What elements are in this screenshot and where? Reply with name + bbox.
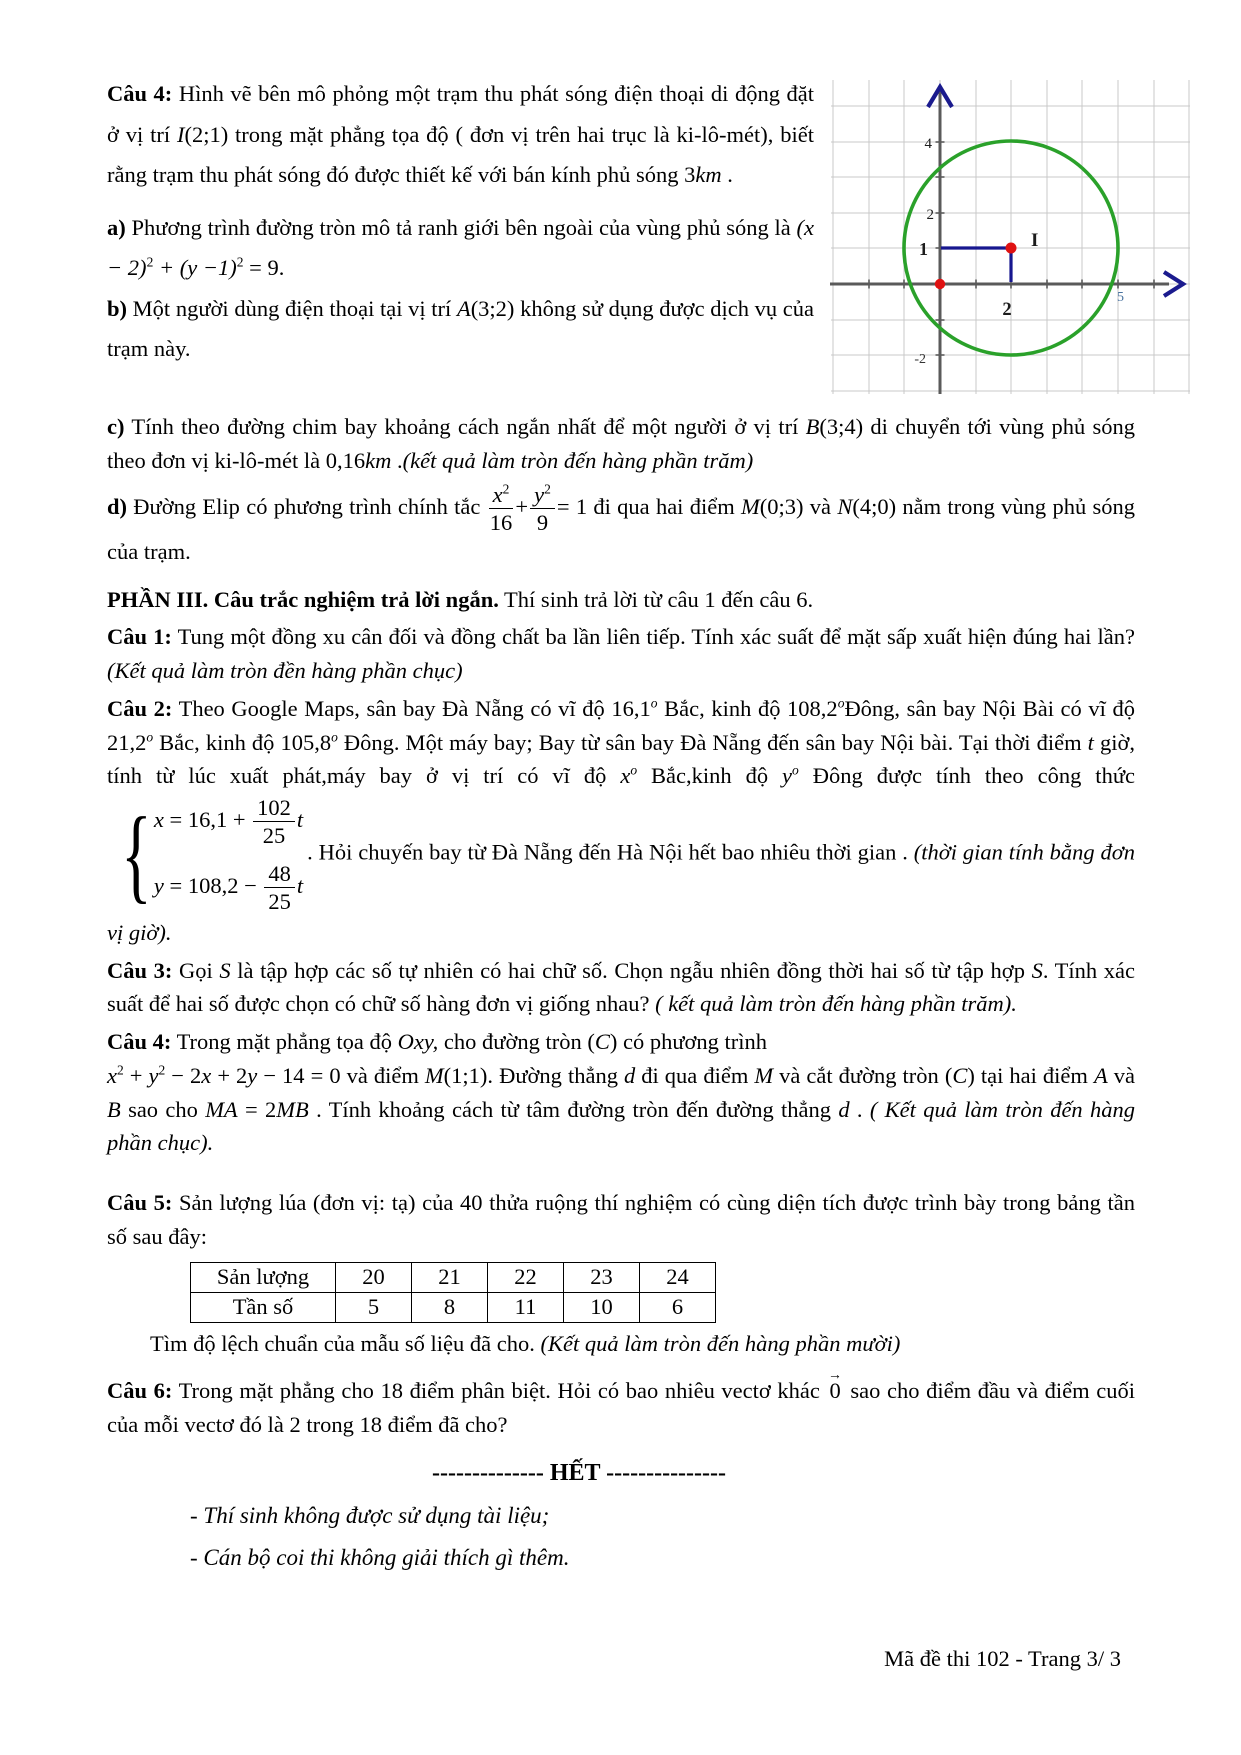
question-3: Câu 3: Gọi S là tập hợp các số tự nhiên có hai chữ số. Chọn ngẫu nhiên đồng thời hai số từ tập hợp S. Tính xác suất để hai số được chọn có chữ số hàng đơn vị giống nhau? ( kết quả làm tròn đến hàng phần trăm). bbox=[107, 957, 1136, 1017]
question-6: Câu 6: Trong mặt phẳng cho 18 điểm phân biệt. Hỏi có bao nhiêu vectơ khác → 0 sao cho điểm đầu và điểm cuối của mỗi vectơ đó là 2 trong 18 điểm đã cho? bbox=[107, 1367, 1135, 1438]
question-label: Câu 4: bbox=[107, 81, 173, 106]
exam-note-1: - Thí sinh không được sử dụng tài liệu; bbox=[190, 1502, 550, 1528]
equation-y: y = 108,2 − $\frac{48}{25}$ t bbox=[153, 860, 304, 914]
frequency-table bbox=[190, 1262, 716, 1323]
end-word: HẾT bbox=[549, 1459, 601, 1486]
vector-zero: → 0 bbox=[828, 1367, 843, 1404]
table-row-values: Sản lượng 20 21 22 23 24 bbox=[191, 1262, 716, 1292]
x-tick-2: 2 bbox=[1002, 300, 1012, 320]
x-tick-5: 5 bbox=[1117, 290, 1124, 305]
y-tick-1: 1 bbox=[919, 239, 928, 259]
coordinate-plane-figure bbox=[828, 80, 1190, 400]
part3-heading: PHẦN III. Câu trắc nghiệm trả lời ngắn. Thí sinh trả lời từ câu 1 đến câu 6. bbox=[107, 586, 814, 612]
equation-x: x = 16,1 + $\frac{102}{25}$ t bbox=[153, 795, 304, 849]
vector-arrow-icon: → bbox=[828, 1367, 843, 1383]
statement-b: b) Một người dùng điện thoại tại vị trí A(3;2) không sử dụng được dịch vụ của trạm này. bbox=[107, 295, 814, 361]
question-1: Câu 1: Tung một đồng xu cân đối và đồng chất ba lần liên tiếp. Tính xác suất để mặt sấp xuất hiện đúng hai lần? (Kết quả làm tròn đền hàng phần chục) bbox=[107, 624, 1135, 684]
y-tick-neg2: -2 bbox=[914, 352, 926, 367]
grid-lines bbox=[831, 80, 1190, 394]
question-2: Câu 2: Theo Google Maps, sân bay Đà Nẵng có vĩ độ 16,1$^o$ Bắc, kinh độ 108,2$^o$Đông, sân bay Nội Bài có vĩ độ 21,2$^o$ Bắc, kinh độ 105,8$^o$ Đông. Một máy bay; Bay từ sân bay Đà Nẵng đến sân bay Nội bài. Tại thời điểm t giờ, tính từ lúc xuất phát,máy bay ở vị trí có vĩ độ $x^o$ Bắc,kinh độ $y^o$ Đông được tính theo công thức { x = 16,1 + $\frac{102}{25}$ t y = 108,2 − $\frac{48}{25}$ t . Hỏi chuyến bay từ Đà Nẵng đến Hà Nội hết bao nhiêu thời gian . (thời gian tính bằng đơn vị giờ). bbox=[107, 695, 1136, 945]
part2-question4-section bbox=[107, 74, 1135, 569]
y-tick-2: 2 bbox=[926, 207, 934, 223]
table-row-frequencies: Tần số 5 8 11 10 6 bbox=[191, 1292, 716, 1322]
center-point bbox=[1006, 243, 1017, 254]
statement-d: d) Đường Elip có phương trình chính tắc $\frac{x^2}{16}$ + $\frac{y^2}{9}$ = 1 đi qua hai điểm M(0;3) và N(4;0) nằm trong vùng phủ sóng của trạm. bbox=[107, 481, 1135, 564]
statement-a: a) Phương trình đường tròn mô tả ranh giới bên ngoài của vùng phủ sóng là $(x - 2)^2 + (y -1)^2 = 9$. bbox=[107, 214, 814, 280]
left-brace: { bbox=[121, 795, 152, 913]
question-5: Câu 5: Sản lượng lúa (đơn vị: tạ) của 40 thửa ruộng thí nghiệm có cùng diện tích được trình bày trong bảng tần số sau đây: bbox=[107, 1190, 1135, 1249]
y-tick-4: 4 bbox=[924, 136, 932, 152]
fraction-48-25: $\frac{48}{25}$ bbox=[262, 861, 297, 914]
equation-system bbox=[111, 795, 303, 914]
fraction-x2-16: $\frac{x^2}{16}$ bbox=[489, 481, 513, 535]
statement-c: c) Tính theo đường chim bay khoảng cách ngắn nhất để một người ở vị trí B(3;4) di chuyển tới vùng phủ sóng theo đơn vị ki-lô-mét là 0,16km .(kết quả làm tròn đến hàng phần trăm) bbox=[107, 414, 1135, 473]
fraction-102-25: $\frac{102}{25}$ bbox=[251, 795, 297, 848]
fraction-y2-9: $\frac{y^2}{9}$ bbox=[528, 482, 557, 535]
page-footer: Mã đề thi 102 - Trang 3/ 3 bbox=[884, 1646, 1121, 1671]
circle-plot-svg bbox=[828, 80, 1190, 394]
question-4-part3: Câu 4: Trong mặt phẳng tọa độ Oxy, cho đường tròn (C) có phương trình $x^2 + y^2 - 2x + 2y - 14 = 0$ và điểm M(1;1). Đường thẳng d đi qua điểm M và cắt đường tròn (C) tại hai điểm A và B sao cho MA = 2MB . Tính khoảng cách từ tâm đường tròn đến đường thẳng d . ( Kết quả làm tròn đến hàng phần chục). bbox=[107, 1029, 1135, 1156]
center-label: I bbox=[1031, 230, 1039, 251]
end-of-exam-line: -------------- HẾT --------------- bbox=[431, 1459, 727, 1486]
exam-note-2: - Cán bộ coi thi không giải thích gì thêm. bbox=[190, 1544, 570, 1570]
question-5-task: Tìm độ lệch chuẩn của mẫu số liệu đã cho. (Kết quả làm tròn đến hàng phần mười) bbox=[150, 1330, 901, 1356]
axis-arrows bbox=[928, 87, 1183, 296]
question4-statement: Câu 4: Hình vẽ bên mô phỏng một trạm thu phát sóng điện thoại di động đặt ở vị trí I(2;1) trong mặt phẳng tọa độ ( đơn vị trên hai trục là ki-lô-mét), biết rằng trạm thu phát sóng đó được thiết kế với bán kính phủ sóng 3km . bbox=[107, 81, 814, 187]
origin-point bbox=[935, 279, 945, 289]
